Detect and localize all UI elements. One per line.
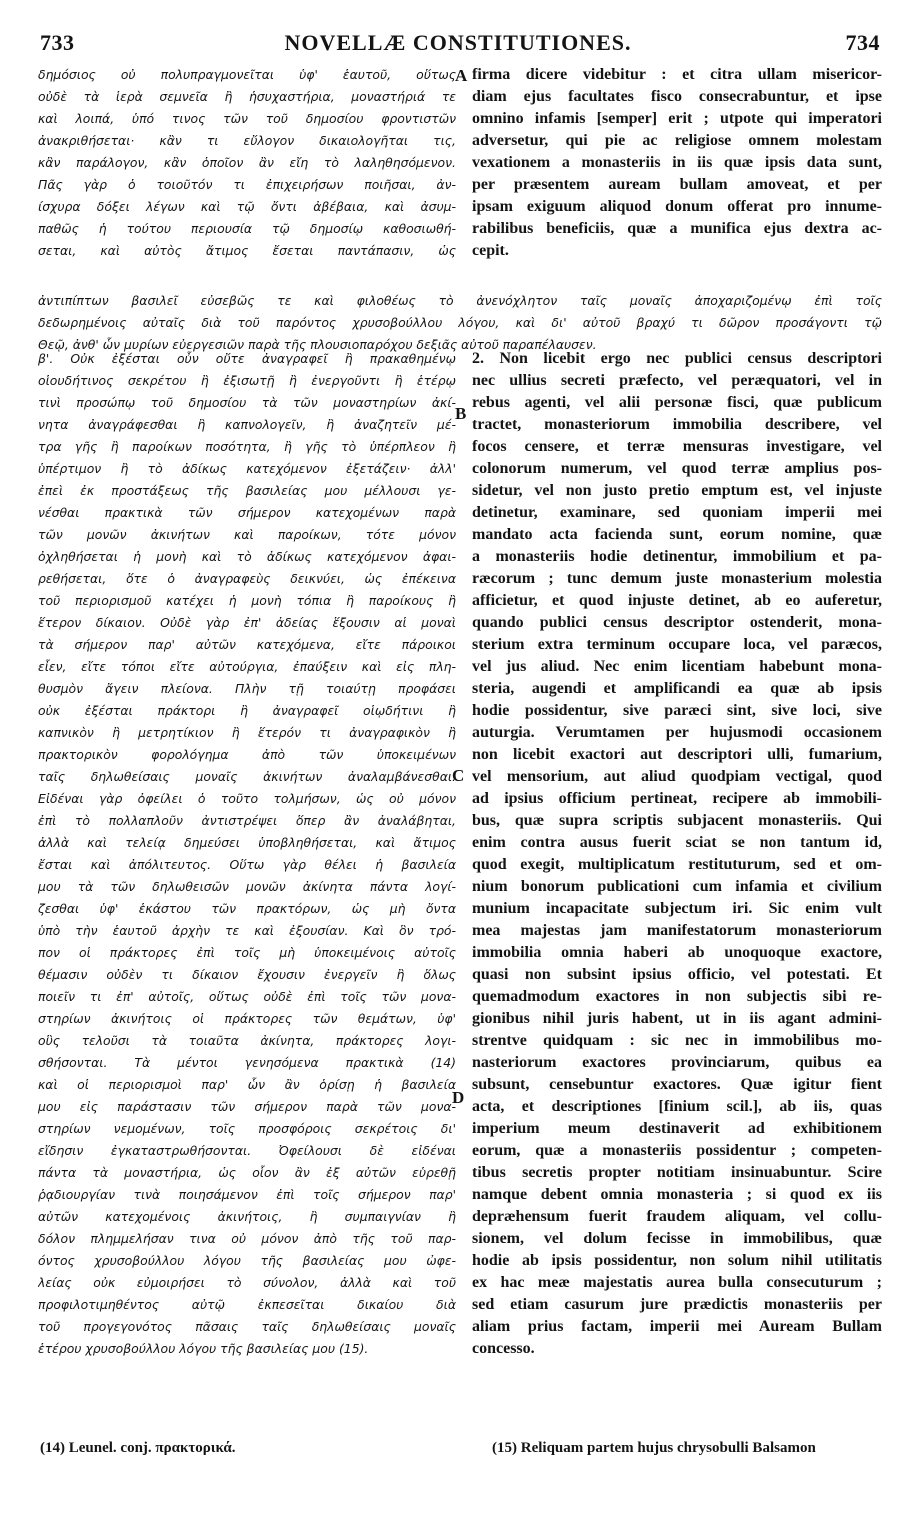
greek-line: πρακτορικὸν φορολόγημα ἀπὸ τῶν ὑποκειμένων (38, 747, 456, 762)
greek-line: σθήσονται. Τὰ μέντοι γενησόμενα πρακτικὰ (14) (38, 1055, 456, 1070)
latin-line: detinetur, examinare, sed quoniam imperii mei (472, 504, 882, 521)
greek-line: ὑπέρτιμον ἢ τὸ ἀδίκως κατεχόμενον ἐξετάζειν· ἀλλ' (38, 461, 456, 476)
greek-line: δημόσιος οὐ πολυπραγμονεῖται ὑφ' ἑαυτοῦ, οὕτως (38, 67, 456, 82)
latin-line: rebus agenti, vel alii personæ fisci, quæ publicum (472, 394, 882, 411)
greek-line: ἑτέρου χρυσοβούλλου λόγου τῆς βασιλείας μου (15). (38, 1341, 369, 1356)
latin-line: ad ipsius officium pertineat, recipere ab immobili- (472, 790, 882, 807)
latin-line: tibus secretis propter notitiam insinuabuntur. Scire (472, 1164, 882, 1181)
greek-line: μου τὰ τῶν δηλωθεισῶν μονῶν ἀκίνητα πάντα λογί- (38, 879, 456, 894)
latin-line: mea majestas jam manifestatorum monasteriorum (472, 922, 882, 939)
latin-line: enim contra ausus fuerit sciat se non tantum id, (472, 834, 882, 851)
greek-line: εἴδησιν ἐγκαταστρωθήσονται. Ὀφείλουσι δὲ εἰδέναι (38, 1143, 456, 1158)
greek-line: στηρίων νεμομένων, τοῖς προσφόροις σεκρέτοις δι' (38, 1121, 456, 1136)
latin-line: sidetur, vel non justo pretio emptum est, vel injuste (472, 482, 882, 499)
greek-line: οὓς τελοῦσι τὰ τοιαῦτα ἀκίνητα, πράκτορες λογι- (38, 1033, 456, 1048)
greek-line: οὐδὲ τὰ ἱερὰ σεμνεῖα ἢ ἡσυχαστήρια, μοναστήριά τε (38, 89, 456, 104)
page-number-right: 734 (845, 30, 880, 55)
latin-line: sed etiam casurum jure prædictis monasteriis per (472, 1296, 882, 1313)
margin-letter-d: D (452, 1088, 465, 1107)
latin-line: hodie ab ipsis possidentur, non solum nihil utilitatis (472, 1252, 882, 1269)
latin-line: strentve quidquam : sic nec in immobilibus mo- (472, 1032, 882, 1049)
latin-line: focos censere, et terræ mensuras investigare, vel (472, 438, 882, 455)
greek-line: Εἰδέναι γὰρ ὀφείλει ὁ τοῦτο τολμήσων, ὡς οὐ μόνον (38, 791, 456, 806)
greek-line: τοῦ προγεγονότος πᾶσαις ταῖς δηλωθείσαις μοναῖς (38, 1319, 456, 1334)
greek-line: ρεθήσεται, ὅτε ὁ ἀναγραφεὺς δεικνύει, ὡς ἐπέκεινα (38, 571, 456, 586)
latin-line: depræhensum fuerit fraudem aliquam, vel collu- (472, 1208, 882, 1225)
greek-line: τρα γῆς ἢ παροίκων ποσότητα, ἢ γῆς τὸ ὑπέρπλεον ἢ (38, 439, 456, 454)
greek-line: ποιεῖν τι ἐπ' αὐτοῖς, οὕτως οὐδὲ ἐπὶ τοῖς τῶν μονα- (38, 989, 456, 1004)
greek-line: ἕτερον δίκαιον. Οὐδὲ γὰρ ἐπ' ἀδείας ἕξουσιν αἱ μοναὶ (38, 615, 456, 630)
latin-line: cepit. (472, 242, 509, 259)
latin-line: eorum, quæ a monasteriis possidentur ; competen- (472, 1142, 882, 1159)
latin-line: diam ejus facultates fisco consecrabuntur, et ipse (472, 88, 882, 105)
greek-line: ἐπὶ τὸ πολλαπλοῦν ἀντιστρέψει ὅπερ ἂν ἀναλάβηται, (38, 813, 456, 828)
latin-line: munium incapacitate subjectum iri. Sic enim vult (472, 900, 882, 917)
greek-column-top (38, 64, 456, 262)
latin-line: vexationem a monasteriis in iis quæ ipsis data sunt, (472, 154, 882, 171)
latin-line: ipsam exiguum aliquod donum offerat pro innume- (472, 198, 882, 215)
latin-line: adversetur, qui pie ac religiose omnem molestam (472, 132, 882, 149)
greek-line: πον οἱ πράκτορες ἐπὶ τοῖς μὴ ὑποκειμένοις αὐτοῖς (38, 945, 456, 960)
greek-line: όντος χρυσοβούλλου λόγου τῆς βασιλείας μου ὠφε- (38, 1253, 456, 1268)
latin-line: mandato acta facienda sunt, eorum nomine, quæ (472, 526, 882, 543)
latin-line: non licebit exactori aut descriptori ulli, fumarium, (472, 746, 882, 763)
latin-line: rabilibus beneficiis, quæ a munifica ejus dextra ac- (472, 220, 882, 237)
latin-line: ræcorum ; tunc demum juste monasterium molestia (472, 570, 882, 587)
greek-line: ταῖς δηλωθείσαις μοναῖς ἀκινήτων ἀναλαμβάνεσθαι. (38, 769, 456, 784)
greek-line: ἀνακριθήσεται· κἂν τι εὔλογον δικαιολογῆται τις, (38, 133, 456, 148)
footnote-14: (14) Leunel. conj. πρακτορικά. (40, 1440, 236, 1456)
latin-line: ex hac meæ majestatis aurea bulla consecuturum ; (472, 1274, 882, 1291)
latin-line: auturgia. Verumtamen per hujusmodi occasionem (472, 724, 882, 741)
greek-line: μου εἰς παράστασιν τῶν σήμερον παρὰ τῶν μονα- (38, 1099, 456, 1114)
greek-line: καὶ λοιπά, ὑπό τινος τῶν τοῦ δημοσίου φροντιστῶν (38, 111, 456, 126)
greek-line: καὶ οἱ περιορισμοὶ παρ' ὧν ἂν ὁρίσῃ ἡ βασιλεία (38, 1077, 456, 1092)
latin-line: tractet, monasteriorum immobilia describere, vel (472, 416, 882, 433)
latin-line: sterium extra terminum occupare loca, vel paræcos, (472, 636, 882, 653)
greek-line: ίσχυρα δόξει λέγων καὶ τῷ ὄντι ἀβέβαια, καὶ ἀσυμ- (38, 199, 456, 214)
latin-line: colonorum numerum, vel quod terræ amplius pos- (472, 460, 882, 477)
latin-line: sionem, vel dolum fecisse in immobilibus, quæ (472, 1230, 882, 1247)
greek-line: κἂν παράλογον, κἂν ὁποῖον ἂν εἴη τὸ λαληθησόμενον. (38, 155, 456, 170)
latin-line: a monasteriis hodie detinentur, immobilium et pa- (472, 548, 882, 565)
spanning-greek-text (38, 290, 882, 356)
latin-line: acta, et descriptiones [finium scil.], ab iis, quas (472, 1098, 882, 1115)
greek-line: ζεσθαι ὑφ' ἑκάστου τῶν πρακτόρων, ὡς μὴ ὄντα (38, 901, 456, 916)
latin-column-top (472, 64, 882, 262)
latin-line: nasteriorum exactores provinciarum, quibus ea (472, 1054, 882, 1071)
greek-line: παθῶς ἡ τούτου περιουσία τῷ δημοσίῳ καθοσιωθή- (38, 221, 456, 236)
margin-letter-c: C (452, 766, 465, 785)
latin-line: per præsentem auream bullam amoveat, et per (472, 176, 882, 193)
greek-line: δεδωρημένοις αὐταῖς διὰ τοῦ παρόντος χρυσοβούλλου λόγου, καὶ δι' αὐτοῦ βραχύ τι δῶρον προσάγοντι τῷ (38, 315, 882, 330)
latin-line: vel jus aliud. Nec enim licentiam habebunt mona- (472, 658, 882, 675)
greek-line: οὐκ ἐξέσται πράκτορι ἢ ἀναγραφεῖ οἱῳδήτινι ἢ (38, 703, 456, 718)
latin-line: omnino infamis [semper] erit ; utpote qui imperatori (472, 110, 882, 127)
greek-line: ἔσται καὶ ἀπόλιτευτος. Οὕτω γὰρ θέλει ἡ βασιλεία (38, 857, 456, 872)
greek-line: ἀντιπίπτων βασιλεῖ εὐσεβῶς τε καὶ φιλοθέως τὸ ἀνενόχλητον ταῖς μοναῖς ἀποχαριζομένῳ ἐπὶ τοῖς (38, 293, 882, 308)
latin-line: immobilia omnia haberi ab unoquoque exactore, (472, 944, 882, 961)
latin-line: quando publici census descriptor ostenderit, mona- (472, 614, 882, 631)
greek-line: καπνικὸν ἢ μετρητίκιον ἢ ἕτερόν τι ἀναγραφικὸν ἢ (38, 725, 456, 740)
latin-line: steria, augendi et amplificandi ea quæ ab ipsis (472, 680, 882, 697)
greek-line: νέσθαι πρακτικὰ τῶν σήμερον κατεχομένων παρὰ (38, 505, 456, 520)
greek-line: οἱουδήτινος σεκρέτου ἢ ἐξισωτῇ ἢ ἐνεργοῦντι ἢ ἑτέρῳ (38, 373, 456, 388)
greek-line: τὰ σήμερον παρ' αὐτῶν κατεχόμενα, εἴτε πάροικοι (38, 637, 456, 652)
greek-line: εἶεν, εἴτε τόποι εἴτε αὐτούργια, ἐπαύξειν καὶ εἰς πλη- (38, 659, 456, 674)
greek-line: προφιλοτιμηθέντος αὐτῷ ἐκπεσεῖται δικαίου διὰ (38, 1297, 456, 1312)
latin-line: imperium meum destinaverit ad exhibitionem (472, 1120, 882, 1137)
greek-line: β'. Οὐκ ἐξέσται οὖν οὔτε ἀναγραφεῖ ἢ πρακαθημένῳ (38, 351, 456, 366)
greek-line: ὑπὸ τὴν ἑαυτοῦ ἀρχὴν τε καὶ ἐξουσίαν. Καὶ ὃν τρό- (38, 923, 456, 938)
greek-line: πάντα τὰ μοναστήρια, ὡς οἷον ἂν ἐξ αὐτῶν εὑρεθῇ (38, 1165, 456, 1180)
greek-line: τοῦ περιορισμοῦ κατέχει ἡ μονὴ τόπια ἢ παροίκους ἢ (38, 593, 456, 608)
greek-line: ὀχληθήσεται ἡ μονὴ καὶ τὸ ἀδίκως κατεχόμενον ἀφαι- (38, 549, 456, 564)
greek-line: Θεῷ, ἀνθ' ὧν μυρίων εὐεργεσιῶν παρὰ τῆς πλουσιοπαρόχου δεξιᾶς αὐτοῦ παραπέλαυσεν. (38, 337, 597, 352)
greek-line: δόλον πλημμελήσαν τινα οὐ μόνον ἀπὸ τῆς τοῦ παρ- (38, 1231, 456, 1246)
greek-line: τῶν μονῶν ἀκινήτων καὶ παροίκων, τότε μόνον (38, 527, 456, 542)
latin-line: afficietur, et quod injuste detinet, ab eo auferetur, (472, 592, 882, 609)
margin-letter-a: A (455, 66, 468, 85)
latin-column-main (472, 348, 882, 1360)
greek-line: λείας οὐκ εὐμοιρήσει τὸ σύνολον, ἀλλὰ καὶ τοῦ (38, 1275, 456, 1290)
greek-line: νητα ἀναγράφεσθαι ἢ καπνολογεῖν, ἢ ἀναζητεῖν μέ- (38, 417, 456, 432)
greek-line: ῥᾳδιουργίαν τινὰ ποιησάμενον ἐπὶ τοῖς σήμερον παρ' (38, 1187, 456, 1202)
latin-line: 2. Non licebit ergo nec publici census descriptori (472, 350, 882, 367)
latin-line: gionibus nihil juris habent, ut in iis agant admini- (472, 1010, 882, 1027)
latin-line: firma dicere videbitur : et citra ullam misericor- (472, 66, 882, 83)
greek-line: σεται, καὶ αὐτὸς ἄτιμος ἔσεται παντάπασιν, ὡς (38, 243, 456, 258)
greek-line: τινὶ προσώπῳ τοῦ δημοσίου τὰ τῶν μοναστηρίων ἀκί- (38, 395, 456, 410)
running-title: NOVELLÆ CONSTITUTIONES. (284, 30, 632, 55)
latin-line: nium bonorum publicationi cum infamia et civilium (472, 878, 882, 895)
latin-line: bus, quæ supra scriptis subjacent monasteriis. Qui (472, 812, 882, 829)
latin-line: quasi non subsint ipsius officio, vel potestati. Et (472, 966, 882, 983)
latin-line: hodie possidentur, sive paræci sint, sive loci, sive (472, 702, 882, 719)
latin-line: vel mensorium, aut aliud quodpiam vectigal, quod (472, 768, 882, 785)
latin-line: quod exegit, multiplicatum restituturum, sed et om- (472, 856, 882, 873)
footnote-15: (15) Reliquam partem hujus chrysobulli Balsamon (492, 1440, 816, 1456)
latin-line: subsunt, censebuntur exactores. Quæ igitur fient (472, 1076, 882, 1093)
latin-line: quemadmodum exactores in non subjectis sibi re- (472, 988, 882, 1005)
greek-line: ἀλλὰ καὶ τελείᾳ δημεύσει ὑποβληθήσεται, καὶ ἄτιμος (38, 835, 456, 850)
greek-line: θέμασιν οὐδὲν τι δίκαιον ἔχουσιν ἐνεργεῖν ἢ ὅλως (38, 967, 456, 982)
latin-line: aliam prius factam, imperii mei Auream Bullam (472, 1318, 882, 1335)
page-number-left: 733 (40, 30, 75, 55)
greek-line: ἐπεὶ ἐκ προστάξεως τῆς βασιλείας μου μέλλουσι γε- (38, 483, 456, 498)
margin-letter-b: B (455, 404, 467, 423)
latin-line: concesso. (472, 1340, 535, 1357)
greek-line: Πᾶς γὰρ ὁ τοιοῦτόν τι ἐπιχειρήσων ποιῆσαι, ἀν- (38, 177, 456, 192)
latin-line: nec ullius secreti præfecto, vel peræquatori, vel in (472, 372, 882, 389)
greek-column-main (38, 348, 456, 1360)
latin-line: namque debent omnia monasteria ; si quod ex iis (472, 1186, 882, 1203)
greek-line: θυσμὸν ἄγειν πλείονα. Πλὴν τῇ τοιαύτῃ προφάσει (38, 681, 456, 696)
greek-line: αὐτῶν κατεχομένοις ἀκινήτοις, ἢ συμπαιγνίαν ἢ (38, 1209, 456, 1224)
greek-line: στηρίων ἀκινήτοις οἱ πράκτορες τῶν θεμάτων, ὑφ' (38, 1011, 456, 1026)
